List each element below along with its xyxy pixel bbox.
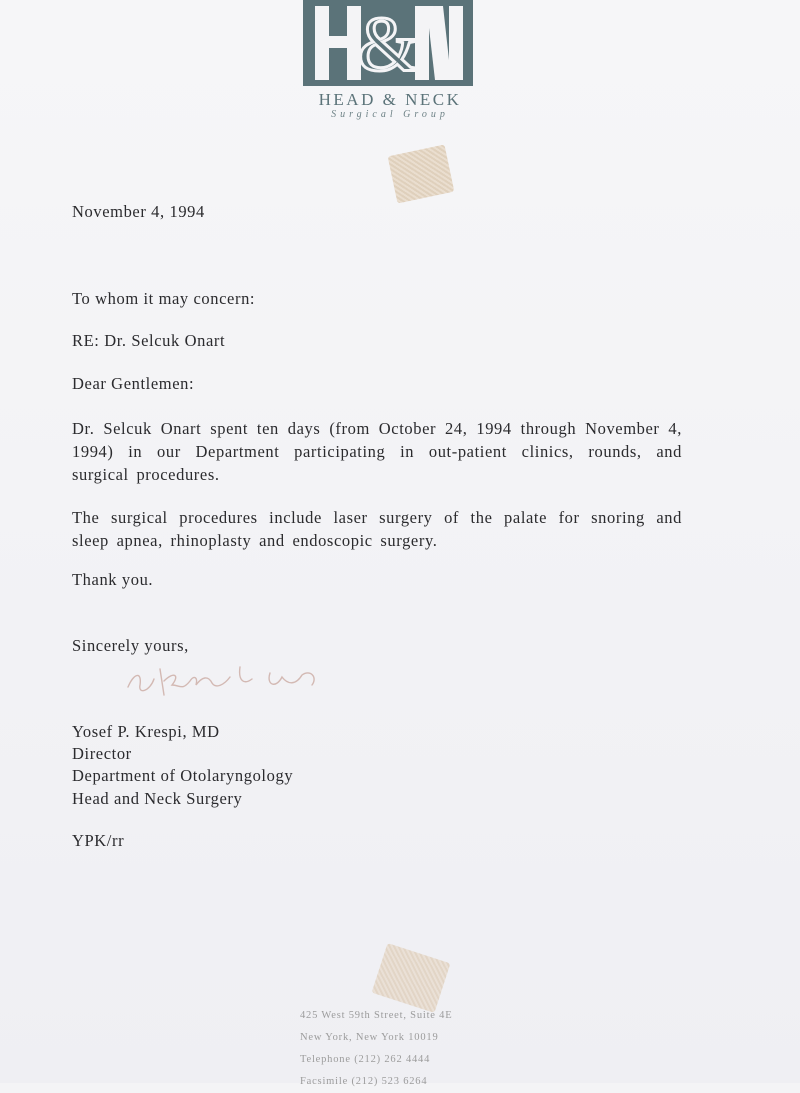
signer-name: Yosef P. Krespi, MD (72, 722, 220, 741)
letterhead-logo (300, 0, 480, 125)
letterhead-name: HEAD & NECK (318, 90, 462, 109)
signer-title: Director (72, 744, 132, 763)
footer-telephone: Telephone (212) 262 4444 (300, 1054, 431, 1065)
footer-address: 425 West 59th Street, Suite 4E (300, 1010, 453, 1021)
salutation-concern: To whom it may concern: (72, 289, 256, 308)
embossed-seal-footer (372, 943, 451, 1013)
signer-department: Department of Otolaryngology (72, 766, 294, 785)
paragraph-visit: Dr. Selcuk Onart spent ten days (from October 24, 1994 through November 4, 1994) in our Department participating in out-patient clinics, rounds, and surgical procedures. (72, 419, 682, 484)
salutation-gentlemen: Dear Gentlemen: (72, 374, 195, 393)
svg-text:&: & (357, 0, 419, 86)
letterhead-subtitle: Surgical Group (331, 109, 449, 120)
signer-division: Head and Neck Surgery (72, 789, 243, 808)
embossed-seal (388, 144, 455, 203)
letterhead-footer (300, 1005, 500, 1093)
paragraph-procedures: The surgical procedures include laser surgery of the palate for snoring and sleep apnea, rhinoplasty and endoscopic surgery. (72, 508, 682, 550)
footer-city: New York, New York 10019 (300, 1032, 439, 1043)
footer-facsimile: Facsimile (212) 523 6264 (300, 1076, 428, 1087)
hn-monogram-logo (303, 0, 473, 86)
thank-you: Thank you. (72, 570, 154, 589)
typist-initials: YPK/rr (72, 831, 125, 850)
handwritten-signature (120, 655, 360, 705)
closing: Sincerely yours, (72, 636, 189, 655)
letter-date: November 4, 1994 (72, 202, 205, 221)
re-line: RE: Dr. Selcuk Onart (72, 331, 226, 350)
